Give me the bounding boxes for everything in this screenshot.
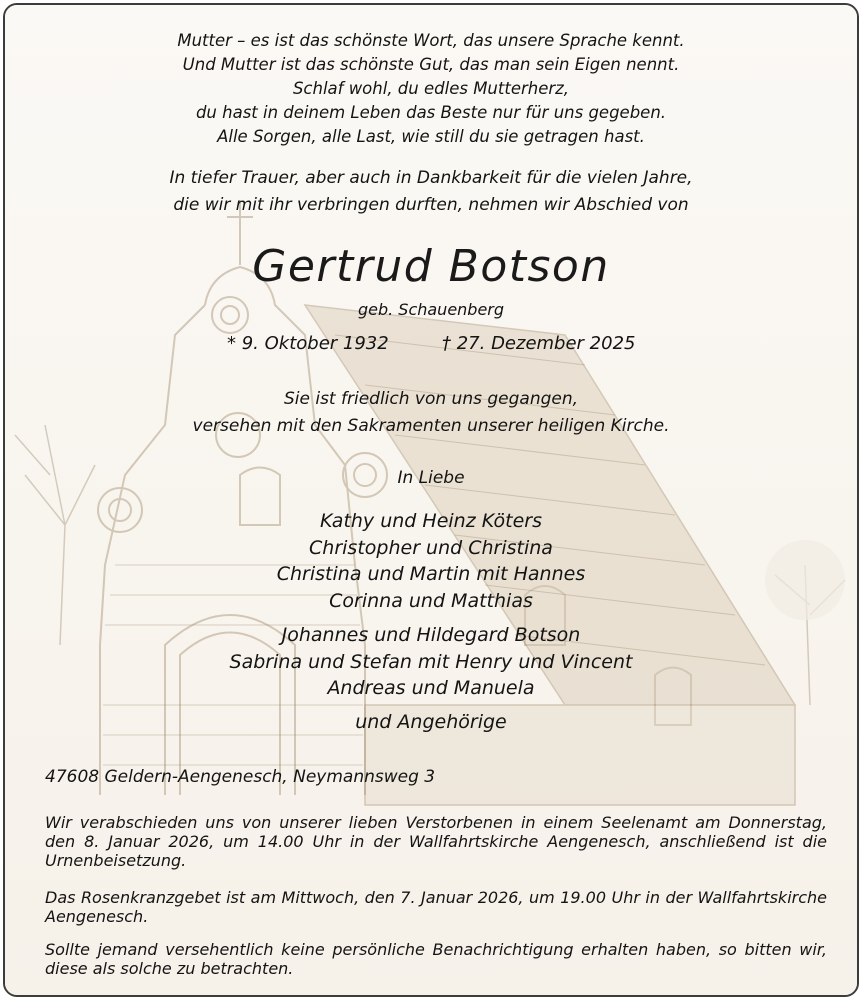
family-address: 47608 Geldern-Aengenesch, Neymannsweg 3: [45, 767, 436, 787]
family-member: Andreas und Manuela: [327, 677, 535, 699]
deceased-name: Gertrud Botson: [252, 241, 610, 292]
family-member: Corinna und Matthias: [329, 589, 533, 612]
notification-text: Sollte jemand versehentlich keine persönliche Benachrichtigung erhalten haben, so bitten wir, diese als solche zu betrachten.: [45, 940, 827, 978]
poem-line: Mutter – es ist das schönste Wort, das unsere Sprache kennt.: [177, 31, 685, 50]
poem-line: du hast in deinem Leben das Beste nur für uns gegeben.: [195, 103, 667, 122]
poem-line: Alle Sorgen, alle Last, wie still du sie getragen hast.: [217, 127, 645, 146]
obituary-card: [3, 3, 859, 997]
death-date: † 27. Dezember 2025: [442, 333, 636, 354]
family-member: Sabrina und Stefan mit Henry und Vincent: [229, 650, 633, 673]
maiden-name: geb. Schauenberg: [357, 300, 505, 319]
funeral-service-text: Wir verabschieden uns von unserer lieben Verstorbenen in einem Seelenamt am Donnerstag, den 8. Januar 2026, um 14.00 Uhr in der Wallfahrtskirche Aengenesch, anschließend ist die Urnenbeisetzung.: [45, 813, 827, 870]
family-member: Christina und Martin mit Hannes: [276, 563, 586, 585]
family-member: Christopher und Christina: [309, 536, 553, 559]
poem-line: Schlaf wohl, du edles Mutterherz,: [292, 79, 570, 98]
birth-date: * 9. Oktober 1932: [227, 333, 389, 354]
relatives-label: und Angehörige: [355, 711, 507, 733]
peace-line: Sie ist friedlich von uns gegangen,: [283, 389, 579, 409]
rosary-text: Das Rosenkranzgebet ist am Mittwoch, den 7. Januar 2026, um 19.00 Uhr in der Wallfahrtskirche Aengenesch.: [45, 888, 827, 926]
poem-line: Und Mutter ist das schönste Gut, das man sein Eigen nennt.: [182, 55, 680, 74]
family-member: Kathy und Heinz Köters: [320, 510, 542, 532]
intro-line: In tiefer Trauer, aber auch in Dankbarkeit für die vielen Jahre,: [169, 168, 693, 188]
family-group-1: [5, 508, 857, 614]
peace-line: versehen mit den Sakramenten unserer heiligen Kirche.: [192, 416, 670, 436]
intro-line: die wir mit ihr verbringen durften, nehmen wir Abschied von: [173, 194, 689, 215]
poem: [5, 29, 857, 149]
in-love-label: In Liebe: [397, 468, 465, 488]
intro-text: [5, 165, 857, 218]
peace-text: [5, 386, 857, 440]
family-member: Johannes und Hildegard Botson: [281, 624, 581, 646]
obituary-text: [5, 5, 857, 995]
family-group-2: [5, 622, 857, 702]
